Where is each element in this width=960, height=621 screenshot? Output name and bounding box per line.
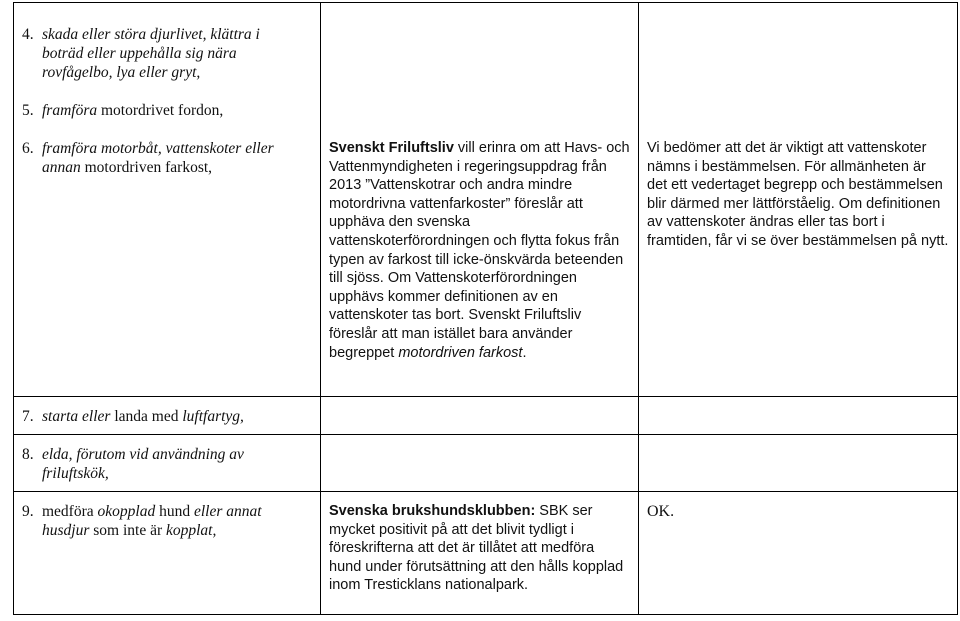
rule-text-italic: luftfartyg, xyxy=(182,408,244,425)
regulations-table xyxy=(13,2,958,615)
rule-text-plain: motordriven farkost, xyxy=(80,159,213,176)
rule-text-plain: medföra xyxy=(42,503,98,520)
rule-cell xyxy=(14,3,321,397)
comment-cell xyxy=(321,492,639,615)
comment-cell xyxy=(321,397,639,435)
rule-text xyxy=(42,407,302,426)
rule-cell xyxy=(14,397,321,435)
rule-cell xyxy=(14,435,321,492)
table-row xyxy=(14,435,958,492)
comment-cell xyxy=(321,435,639,492)
rule-number: 5. xyxy=(22,102,34,119)
rule-item xyxy=(22,407,312,426)
rule-text xyxy=(42,502,302,540)
rule-number: 7. xyxy=(22,408,34,425)
comment-body: SBK ser mycket positivit på att det blivit tydligt i föreskrifterna att det är tillåtet att medföra hund under förutsättning att den hålls kopplad inom Tresticklans nationalpark. xyxy=(329,503,624,594)
comment-cell xyxy=(321,3,639,397)
rule-text-italic: starta eller xyxy=(42,408,111,425)
comment-organization: Svenska brukshundsklubben: xyxy=(329,503,536,519)
response-cell xyxy=(639,3,958,397)
rule-item xyxy=(22,445,312,483)
rule-item xyxy=(22,502,312,540)
rule-text xyxy=(42,101,302,120)
rule-text-italic: eller annat husdjur xyxy=(42,503,262,539)
rule-text xyxy=(42,25,302,82)
response-text: OK. xyxy=(647,503,675,520)
rule-text-italic: skada eller störa djurlivet, klättra i boträd eller uppehålla sig nära rovfågelbo, lya eller gryt, xyxy=(42,26,260,81)
comment-term-italic: motordriven farkost xyxy=(398,344,523,361)
rule-number: 9. xyxy=(22,503,34,520)
rule-text-plain: hund xyxy=(155,503,194,520)
rule-cell xyxy=(14,492,321,615)
response-cell xyxy=(639,492,958,615)
rule-text-italic: framföra motorbåt, vattenskoter eller annan xyxy=(42,140,274,176)
rule-item xyxy=(22,101,312,120)
response-cell xyxy=(639,397,958,435)
rule-item xyxy=(22,139,312,177)
comment-body: . xyxy=(522,344,527,361)
rule-item xyxy=(22,25,312,82)
response-cell xyxy=(639,435,958,492)
rule-number: 8. xyxy=(22,446,34,463)
rule-text-plain: landa med xyxy=(110,408,183,425)
rule-text-italic: elda, förutom vid användning av friluftskök, xyxy=(42,446,244,482)
comment-organization: Svenskt Friluftsliv xyxy=(329,140,454,156)
rule-text xyxy=(42,139,302,177)
rule-text-plain: motordrivet fordon, xyxy=(97,102,224,119)
response-text: Vi bedömer att det är viktigt att vattenskoter nämns i bestämmelsen. För allmänheten är det ett vedertaget begrepp och bestämmelsen blir därmed mer lättförståelig. Om definitionen av vattenskoter ändras eller tas bort i framtiden, får vi se över bestämmelsen på nytt. xyxy=(647,140,949,249)
rule-number: 6. xyxy=(22,140,34,157)
comment-body: vill erinra om att Havs- och Vattenmyndigheten i regeringsuppdrag från 2013 ”Vattenskotrar och andra mindre motordrivna vattenfarkoster” föreslår att upphäva den svenska vattenskoterförordningen och flytta fokus från typen av farkost till icke-önskvärda beteenden till sjöss. Om Vattenskoterförordningen upphävs kommer definitionen av en vattenskoter tas bort. Svenskt Friluftsliv föreslår att man istället bara använder begreppet xyxy=(329,140,630,361)
rule-text-italic: framföra xyxy=(42,102,98,119)
rule-number: 4. xyxy=(22,26,34,43)
rule-text-plain: som inte är xyxy=(89,522,166,539)
rule-text-italic: kopplat, xyxy=(166,522,217,539)
table-row xyxy=(14,492,958,615)
table-row xyxy=(14,397,958,435)
rule-text-italic: okopplad xyxy=(97,503,156,520)
comment-text xyxy=(329,139,630,362)
comment-text xyxy=(329,502,630,595)
rule-text xyxy=(42,445,302,483)
table-row xyxy=(14,3,958,397)
